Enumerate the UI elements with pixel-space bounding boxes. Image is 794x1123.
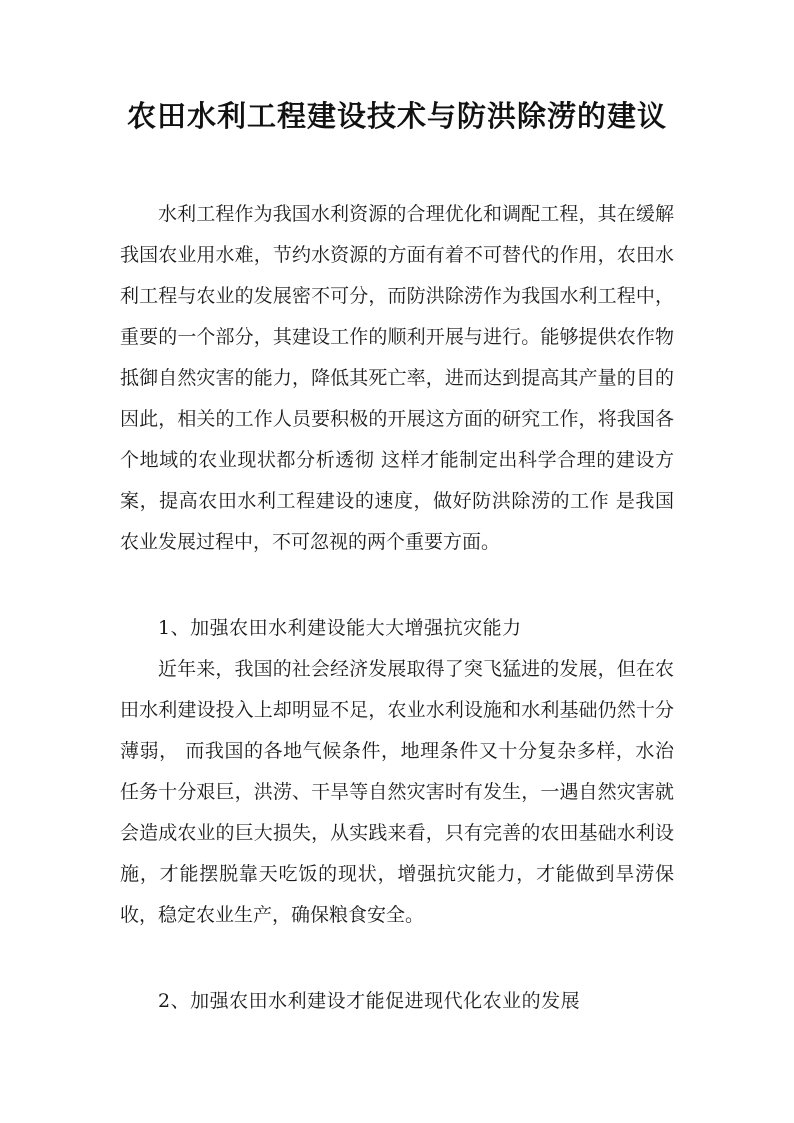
section-heading-1: 1、加强农田水利建设能大大增强抗灾能力 bbox=[158, 617, 522, 639]
section-1-paragraph: 近年来，我国的社会经济发展取得了突飞猛进的发展，但在农田水利建设投入上却明显不足，农业水利设施和水利基础仍然十分薄弱， 而我国的各地气候条件，地理条件又十分复杂多样，水治任务十分艰巨，洪涝、干旱等自然灾害时有发生，一遇自然灾害就会造成农业的巨大损失，从实践来看，只有完善的农田基础水利设施，才能摆脱靠天吃饭的现状，增强抗灾能力，才能做到旱涝保收，稳定农业生产，确保粮食安全。 bbox=[120, 658, 674, 926]
intro-paragraph: 水利工程作为我国水利资源的合理优化和调配工程，其在缓解我国农业用水难，节约水资源的方面有着不可替代的作用，农田水利工程与农业的发展密不可分，而防洪除涝作为我国水利工程中，重要的一个部分，其建设工作的顺利开展与进行。能够提供农作物抵御自然灾害的能力，降低其死亡率，进而达到提高其产量的目的 因此，相关的工作人员要积极的开展这方面的研究工作，将我国各个地域的农业现状都分析透彻 这样才能制定出科学合理的建设方案，提高农田水利工程建设的速度，做好防洪除涝的工作 是我国农业发展过程中，不可忽视的两个重要方面。 bbox=[120, 203, 674, 553]
section-heading-2: 2、加强农田水利建设才能促进现代化农业的发展 bbox=[158, 990, 581, 1012]
document-title: 农田水利工程建设技术与防洪除涝的建议 bbox=[126, 99, 667, 133]
